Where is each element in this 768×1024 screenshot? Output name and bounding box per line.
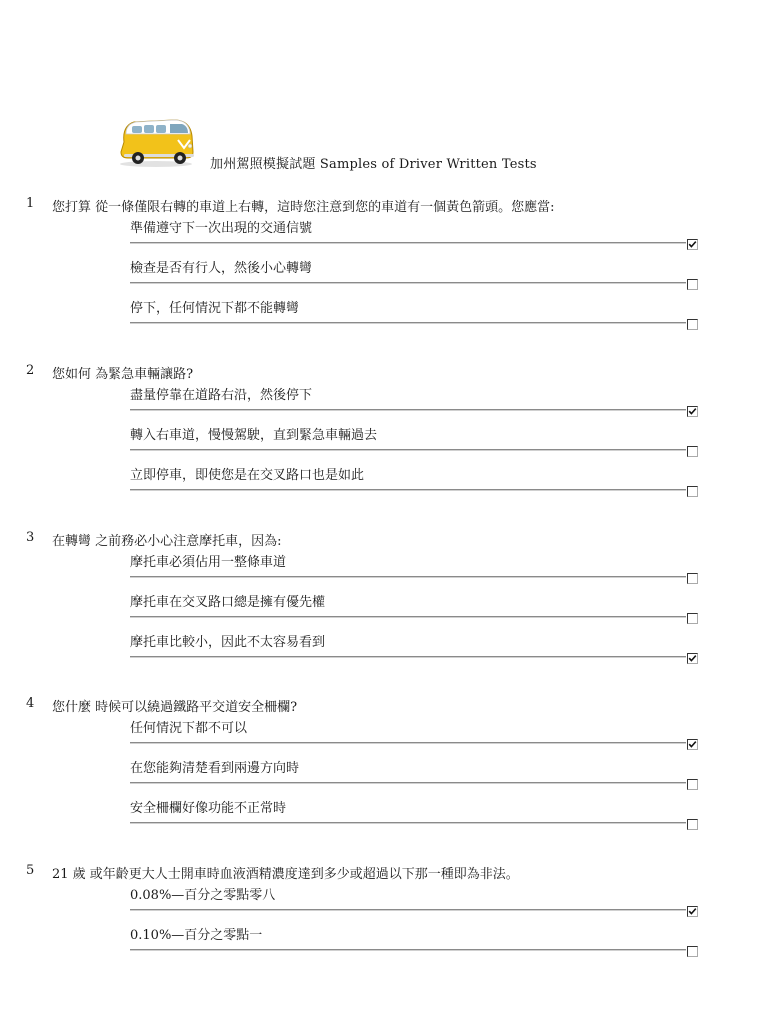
header [116, 112, 716, 172]
answer-checkbox[interactable] [687, 819, 698, 830]
answer-rule-line [130, 449, 686, 450]
answer-checkbox[interactable] [687, 319, 698, 330]
answer-rule-line [130, 409, 686, 410]
answer-option [130, 797, 686, 837]
answer-option-label: 任何情況下都不可以 [130, 721, 248, 736]
answer-option-label: 停下，任何情況下都不能轉彎 [130, 301, 300, 316]
answer-checkbox[interactable] [687, 446, 698, 457]
answer-checkbox[interactable] [687, 486, 698, 497]
checkmark-icon [688, 240, 697, 249]
question-text: 21 歲 或年齡更大人士開車時血液酒精濃度達到多少或超過以下那一種即為非法。 [52, 867, 519, 882]
answer-option-label: 0.10%—百分之零點一 [130, 928, 263, 943]
checkmark-icon [688, 907, 697, 916]
question-number: 5 [26, 863, 35, 878]
answer-checkbox[interactable] [687, 779, 698, 790]
question-number: 1 [26, 196, 35, 211]
question-number: 2 [26, 363, 35, 378]
answer-rule-line [130, 616, 686, 617]
answer-option [130, 297, 686, 337]
answer-checkbox[interactable] [687, 946, 698, 957]
answer-option [130, 591, 686, 631]
answer-checkbox-checked[interactable] [687, 653, 698, 664]
answer-option-label: 盡量停靠在道路右沿，然後停下 [130, 388, 313, 403]
answer-checkbox-checked[interactable] [687, 906, 698, 917]
answer-rule-line [130, 282, 686, 283]
answer-option [130, 631, 686, 671]
answer-checkbox-checked[interactable] [687, 739, 698, 750]
answer-option-label: 在您能夠清楚看到兩邊方向時 [130, 761, 300, 776]
answer-checkbox[interactable] [687, 613, 698, 624]
answer-option-label: 安全柵欄好像功能不正常時 [130, 801, 287, 816]
answer-option [130, 464, 686, 504]
answer-option [130, 384, 686, 424]
answer-option [130, 424, 686, 464]
question-text: 您打算 從一條僅限右轉的車道上右轉，這時您注意到您的車道有一個黃色箭頭。您應當: [52, 200, 555, 215]
answer-checkbox[interactable] [687, 573, 698, 584]
answer-option-label: 準備遵守下一次出現的交通信號 [130, 221, 313, 236]
answer-rule-line [130, 782, 686, 783]
checkmark-icon [688, 654, 697, 663]
answer-rule-line [130, 656, 686, 657]
answer-option-label: 0.08%—百分之零點零八 [130, 888, 276, 903]
answer-option [130, 757, 686, 797]
answer-option-label: 摩托車比較小，因此不太容易看到 [130, 635, 326, 650]
answer-option [130, 551, 686, 591]
question-number: 3 [26, 530, 35, 545]
answer-option-label: 摩托車在交叉路口總是擁有優先權 [130, 595, 326, 610]
answer-rule-line [130, 489, 686, 490]
answer-option-label: 檢查是否有行人，然後小心轉彎 [130, 261, 313, 276]
answer-rule-line [130, 576, 686, 577]
question-text: 在轉彎 之前務必小心注意摩托車，因為: [52, 534, 282, 549]
question-text: 您如何 為緊急車輛讓路? [52, 367, 194, 382]
answer-option-label: 立即停車，即使您是在交叉路口也是如此 [130, 468, 365, 483]
checkmark-icon [688, 407, 697, 416]
answer-rule-line [130, 322, 686, 323]
checkmark-icon [688, 740, 697, 749]
answer-rule-line [130, 949, 686, 950]
answer-checkbox[interactable] [687, 279, 698, 290]
answer-checkbox-checked[interactable] [687, 406, 698, 417]
answer-option-label: 摩托車必須佔用一整條車道 [130, 555, 287, 570]
question-text: 您什麼 時候可以繞過鐵路平交道安全柵欄? [52, 700, 298, 715]
answer-rule-line [130, 822, 686, 823]
answer-option [130, 924, 686, 964]
answer-option [130, 884, 686, 924]
answer-checkbox-checked[interactable] [687, 239, 698, 250]
page-title: 加州駕照模擬試題 Samples of Driver Written Tests [210, 157, 537, 172]
answer-option-label: 轉入右車道，慢慢駕駛，直到緊急車輛過去 [130, 428, 378, 443]
answer-option [130, 217, 686, 257]
answer-rule-line [130, 909, 686, 910]
question-number: 4 [26, 696, 35, 711]
answer-rule-line [130, 242, 686, 243]
yellow-van-icon [116, 112, 196, 172]
answer-option [130, 717, 686, 757]
answer-rule-line [130, 742, 686, 743]
answer-option [130, 257, 686, 297]
